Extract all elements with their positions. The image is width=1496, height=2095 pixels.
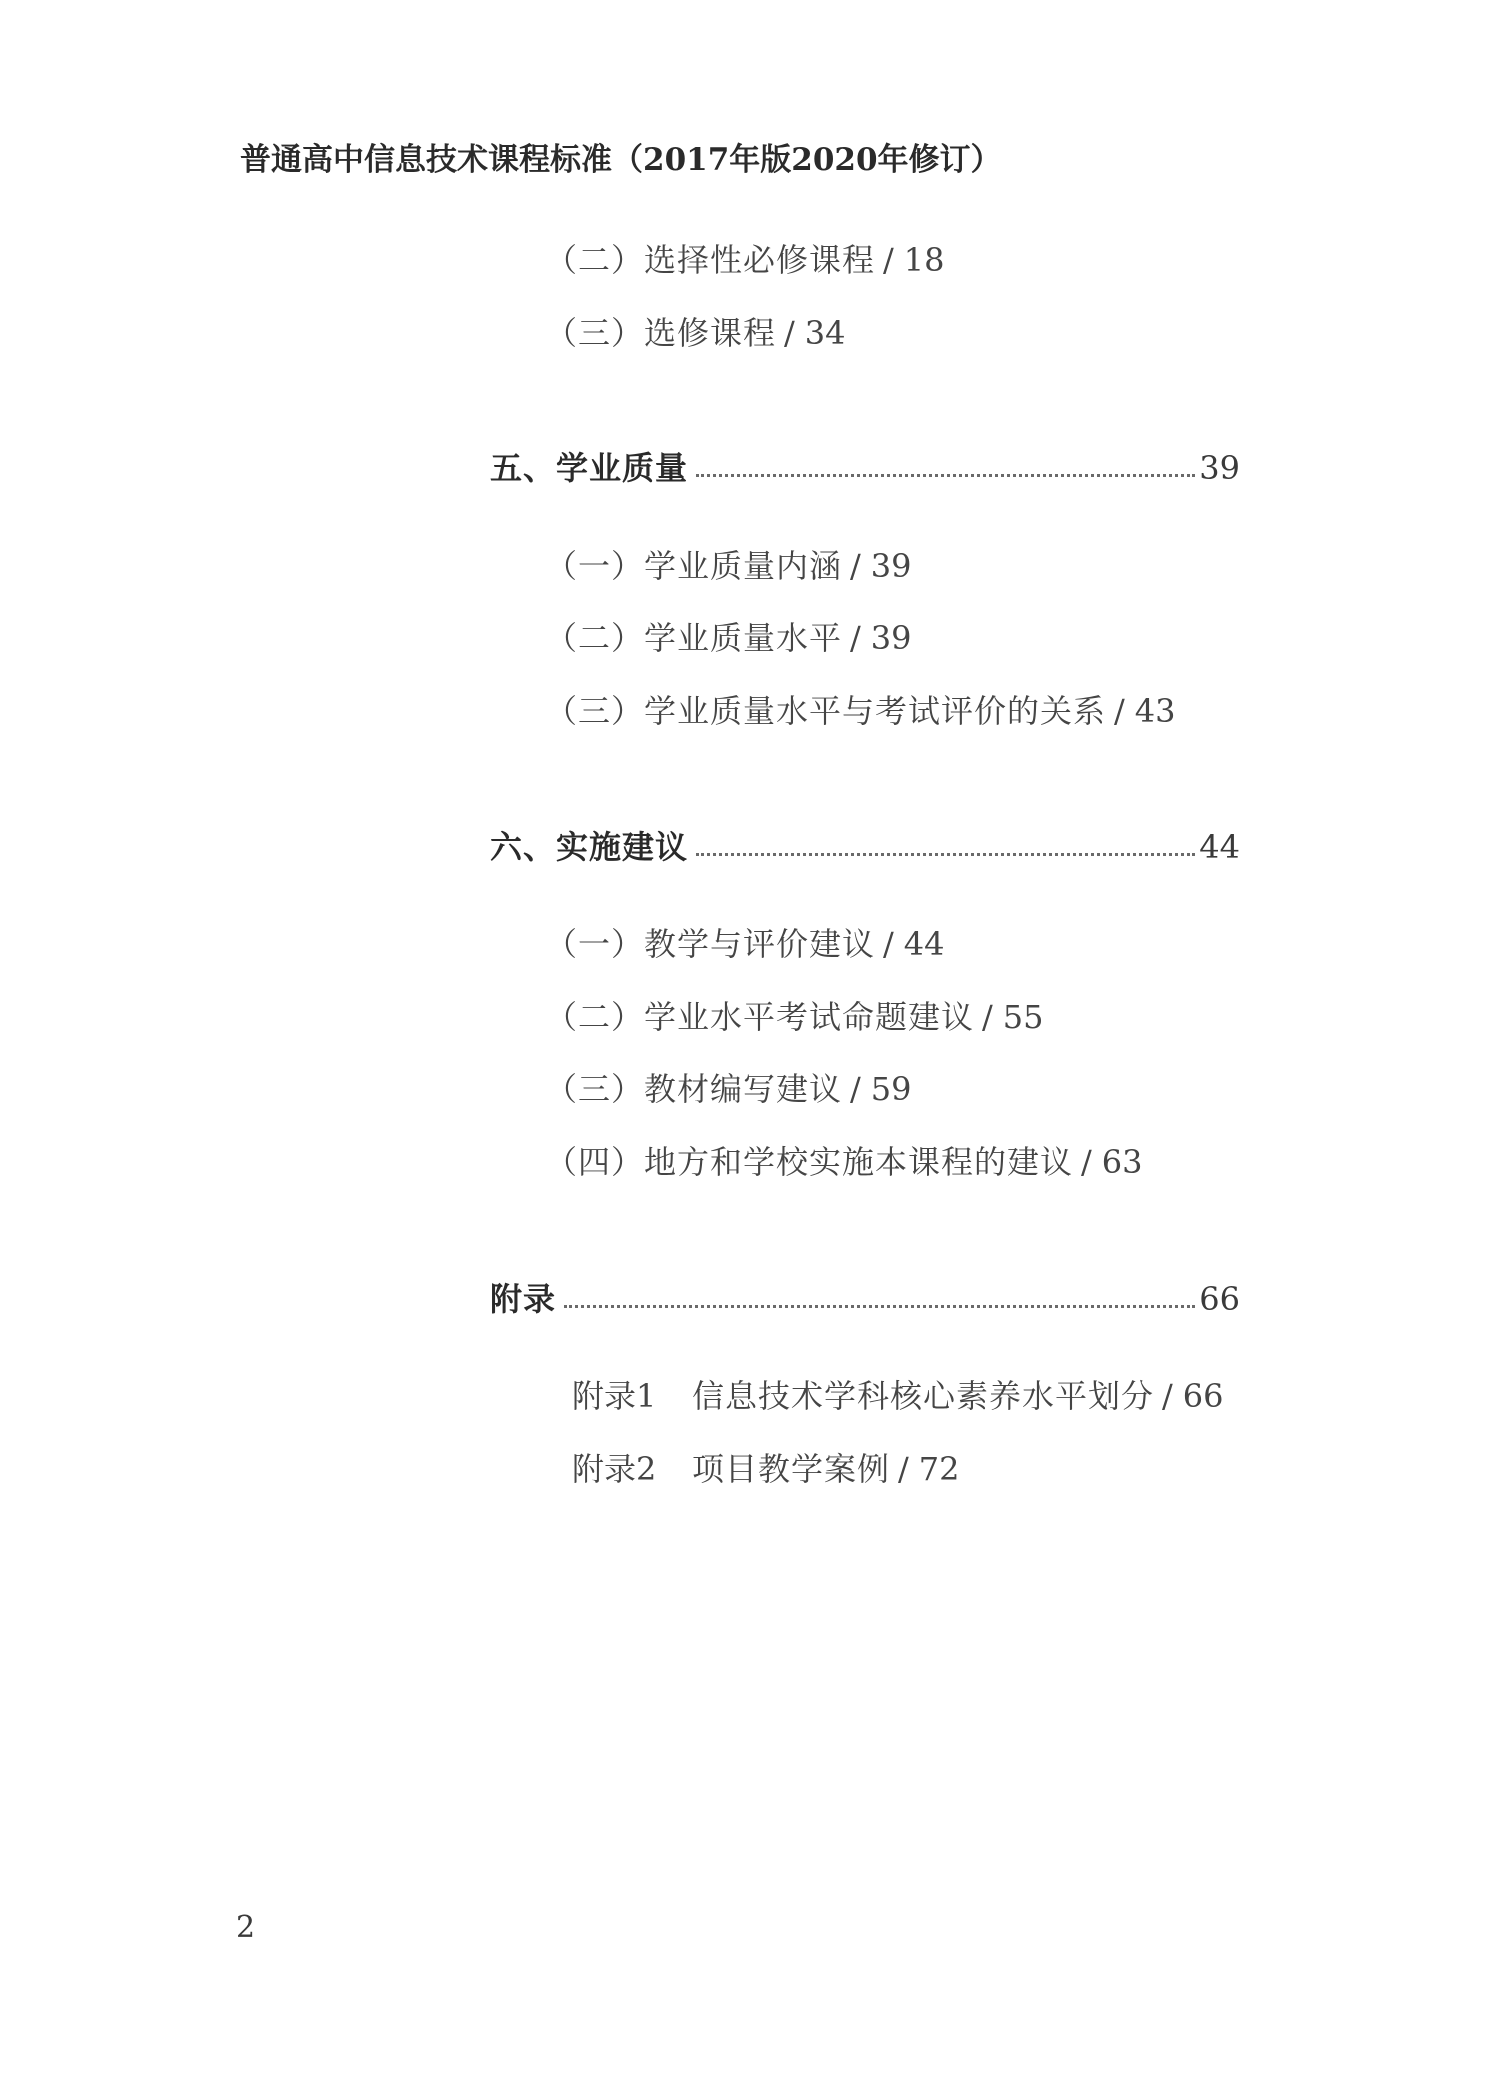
toc-item-title: （四）地方和学校实施本课程的建议 (545, 1143, 1074, 1181)
appendix-page: 72 (918, 1450, 960, 1488)
toc-item-page: 44 (903, 925, 945, 963)
toc-item[interactable] (545, 1143, 1143, 1181)
toc-section-page: 66 (1199, 1280, 1240, 1318)
toc-separator: / (1114, 692, 1125, 730)
toc-separator: / (850, 547, 861, 585)
toc-section-title: 五、学业质量 (490, 449, 689, 487)
appendix-label: 附录2 (572, 1450, 657, 1488)
toc-section-appendix[interactable] (490, 1280, 1240, 1318)
toc-item[interactable] (545, 692, 1176, 730)
page-number: 2 (236, 1910, 256, 1945)
toc-item-title: （一）教学与评价建议 (545, 925, 876, 963)
toc-section-title: 六、实施建议 (490, 828, 689, 866)
toc-item-page: 18 (903, 241, 945, 279)
toc-item-page: 59 (870, 1070, 912, 1108)
toc-item-page: 34 (804, 314, 846, 352)
toc-section-page: 44 (1199, 828, 1240, 866)
toc-separator: / (883, 241, 894, 279)
toc-item-page: 39 (870, 619, 912, 657)
toc-item[interactable] (545, 241, 945, 279)
dot-leader (696, 474, 1195, 477)
toc-item-title: （二）学业质量水平 (545, 619, 843, 657)
toc-item[interactable] (545, 314, 846, 352)
toc-item[interactable] (545, 619, 912, 657)
toc-item-title: （三）教材编写建议 (545, 1070, 843, 1108)
dot-leader (564, 1305, 1195, 1308)
toc-section-6[interactable] (490, 828, 1240, 866)
toc-item-page: 43 (1134, 692, 1176, 730)
toc-section-title: 附录 (490, 1280, 557, 1318)
toc-item[interactable] (545, 925, 945, 963)
toc-item-title: （二）学业水平考试命题建议 (545, 998, 975, 1036)
toc-separator: / (850, 1070, 861, 1108)
appendix-label: 附录1 (572, 1377, 657, 1415)
toc-item[interactable] (545, 547, 912, 585)
toc-item-title: （一）学业质量内涵 (545, 547, 843, 585)
toc-item[interactable] (545, 1070, 912, 1108)
dot-leader (696, 853, 1195, 856)
toc-section-5[interactable] (490, 449, 1240, 487)
toc-separator: / (1081, 1143, 1092, 1181)
toc-separator: / (883, 925, 894, 963)
toc-item[interactable] (545, 998, 1044, 1036)
appendix-page: 66 (1182, 1377, 1224, 1415)
toc-separator: / (898, 1450, 909, 1488)
toc-item-page: 39 (870, 547, 912, 585)
toc-item-title: （三）选修课程 (545, 314, 777, 352)
toc-separator: / (850, 619, 861, 657)
toc-section-page: 39 (1199, 449, 1240, 487)
running-header: 普通高中信息技术课程标准（2017年版2020年修订） (240, 142, 1002, 178)
appendix-title: 信息技术学科核心素养水平划分 (692, 1377, 1155, 1415)
appendix-title: 项目教学案例 (692, 1450, 891, 1488)
toc-item-page: 63 (1101, 1143, 1143, 1181)
toc-separator: / (784, 314, 795, 352)
toc-appendix-item[interactable] (572, 1450, 960, 1488)
toc-separator: / (982, 998, 993, 1036)
toc-separator: / (1162, 1377, 1173, 1415)
toc-item-page: 55 (1002, 998, 1044, 1036)
toc-item-title: （二）选择性必修课程 (545, 241, 876, 279)
toc-item-title: （三）学业质量水平与考试评价的关系 (545, 692, 1107, 730)
toc-appendix-item[interactable] (572, 1377, 1224, 1415)
